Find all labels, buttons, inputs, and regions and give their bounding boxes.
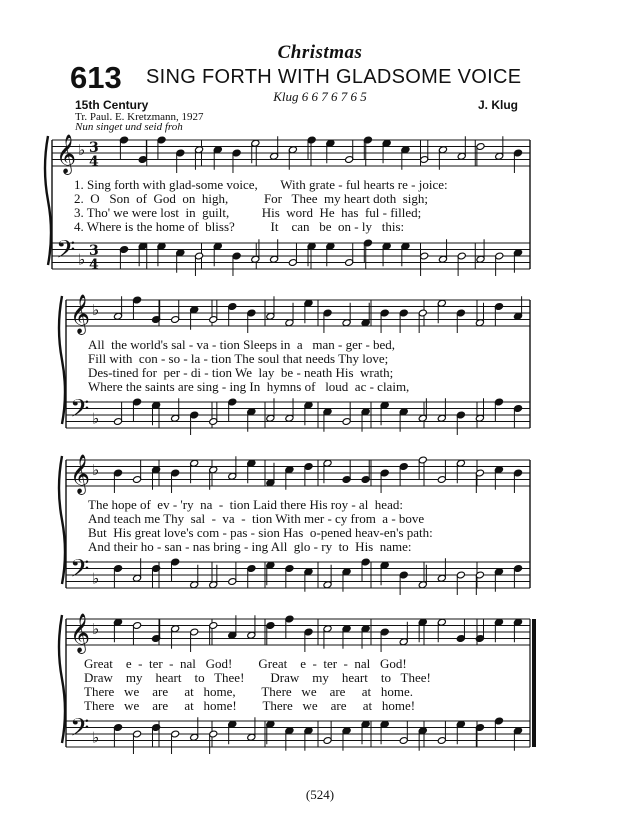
brace: [59, 456, 65, 584]
flat-sign: ♭: [78, 141, 86, 159]
bass-clef: 𝄢: [70, 713, 90, 749]
lyric-line: 4. Where is the home of bliss? It can be on - ly this:: [74, 219, 405, 234]
lyric-line: Des-tined for per - di - tion We lay be - neath His wrath;: [88, 365, 394, 380]
time-signature-top: 3: [89, 140, 99, 156]
lyric-line: But His great love's com - pas - sion Has o-pened heav-en's path:: [88, 525, 433, 540]
treble-clef: 𝄞: [70, 294, 91, 334]
flat-sign: ♭: [92, 728, 100, 747]
flat-sign: ♭: [92, 409, 100, 428]
lyric-line: The hope of ev - 'ry na - tion Laid there His roy - al head:: [88, 497, 403, 512]
lyric-line: Fill with con - so - la - tion The soul that needs Thy love;: [88, 351, 389, 366]
treble-clef: 𝄞: [70, 454, 91, 494]
tune-name: Klug 6 6 7 6 7 6 5: [273, 89, 367, 104]
flat-sign: ♭: [92, 301, 100, 319]
bass-clef: 𝄢: [70, 394, 90, 430]
lyric-line: There we are at home! There we are at home!: [84, 698, 416, 713]
time-signature-bottom: 4: [89, 257, 99, 273]
lyric-line: 2. O Son of God on high, For Thee my heart doth sigh;: [74, 191, 428, 206]
hymn-number: 613: [70, 60, 122, 95]
treble-clef: 𝄞: [70, 613, 91, 653]
lyric-line: Where the saints are sing - ing In hymns of loud ac - claim,: [88, 379, 410, 394]
lyric-line: And teach me Thy sal - va - tion With mer - cy from a - bove: [88, 511, 425, 526]
lyric-line: Great e - ter - nal God! Great e - ter - nal God!: [84, 656, 407, 671]
flat-sign: ♭: [92, 569, 100, 588]
lyric-line: 1. Sing forth with glad-some voice, With grate - ful hearts re - joice:: [74, 177, 448, 192]
composer-credit: J. Klug: [478, 98, 519, 112]
flat-sign: ♭: [78, 250, 86, 269]
flat-sign: ♭: [92, 461, 100, 479]
lyric-line: And their ho - san - nas bring - ing All glo - ry to His name:: [88, 539, 412, 554]
origin-credit: 15th Century: [75, 98, 149, 112]
brace: [59, 296, 65, 424]
time-signature-top: 3: [89, 243, 99, 259]
source-credit: Nun singet und seid froh: [75, 121, 183, 133]
lyric-line: There we are at home, There we are at home.: [84, 684, 413, 699]
translator-credit: Tr. Paul. E. Kretzmann, 1927: [75, 111, 204, 123]
season-heading: Christmas: [277, 42, 363, 63]
brace: [45, 136, 51, 265]
bass-clef: 𝄢: [70, 554, 90, 590]
page-number: (524): [305, 787, 335, 802]
time-signature-bottom: 4: [89, 154, 99, 170]
hymn-title: SING FORTH WITH GLADSOME VOICE: [146, 66, 522, 88]
lyric-line: All the world's sal - va - tion Sleeps in a man - ger - bed,: [88, 337, 396, 352]
brace: [59, 615, 65, 743]
lyric-line: 3. Tho' we were lost in guilt, His word He has ful - filled;: [74, 205, 422, 220]
bass-clef: 𝄢: [56, 235, 76, 271]
lyric-line: Draw my heart to Thee! Draw my heart to Thee!: [84, 670, 431, 685]
treble-clef: 𝄞: [56, 134, 77, 174]
flat-sign: ♭: [92, 620, 100, 638]
